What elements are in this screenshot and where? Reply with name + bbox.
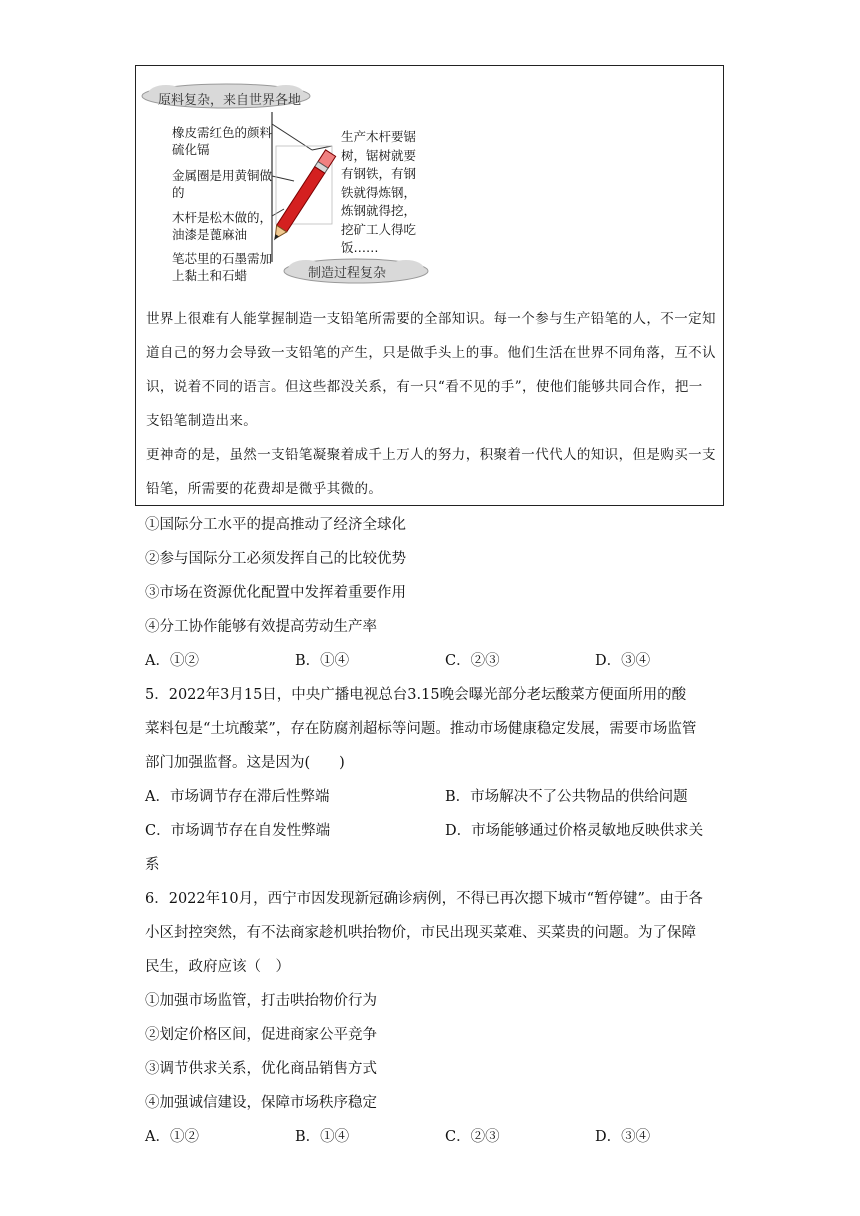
q4-option-c[interactable]: C．②③ [445, 653, 500, 669]
cloud-label-top: 原料复杂，来自世界各地 [158, 93, 302, 108]
q6-stem-line-2: 小区封控突然，有不法商家趁机哄抬物价，市民出现买菜难、买菜贵的问题。为了保障 [145, 925, 696, 941]
q6-stem-line-3: 民生，政府应该（ ） [145, 959, 290, 975]
annotation-production: 生产木杆要锯树，锯树就要有钢铁，有钢铁就得炼钢，炼钢就得挖，挖矿工人得吃饭…… [341, 129, 417, 255]
q6-stem-line-1: 6．2022年10月，西宁市因发现新冠确诊病例，不得已再次摁下城市“暂停键”。由于各 [145, 891, 703, 907]
cloud-label-bottom: 制造过程复杂 [308, 266, 387, 281]
q4-option-b[interactable]: B．①④ [295, 653, 350, 669]
annotation-eraser: 橡皮需红色的颜料硫化镉 [172, 125, 273, 157]
q5-option-d[interactable]: D．市场能够通过价格灵敏地反映供求关 [445, 823, 704, 839]
q5-stem-line-1: 5．2022年3月15日，中央广播电视总台3.15晚会曝光部分老坛酸菜方便面所用的酸 [145, 687, 687, 703]
q6-statement-1: ①加强市场监管，打击哄抬物价行为 [145, 993, 377, 1009]
annotation-graphite: 笔芯里的石墨需加上黏土和石蜡 [172, 251, 273, 283]
q4-statement-3: ③市场在资源优化配置中发挥着重要作用 [145, 585, 406, 601]
q5-stem-line-2: 菜料包是“土坑酸菜”，存在防腐剂超标等问题。推动市场健康稳定发展，需要市场监管 [145, 721, 697, 737]
q4-statement-4: ④分工协作能够有效提高劳动生产率 [145, 619, 377, 635]
q6-option-d[interactable]: D．③④ [595, 1129, 651, 1145]
q4-option-a[interactable]: A．①② [145, 653, 199, 669]
annotation-ferrule: 金属圈是用黄铜做的 [172, 168, 273, 200]
q6-option-b[interactable]: B．①④ [295, 1129, 350, 1145]
q5-option-a[interactable]: A．市场调节存在滞后性弊端 [145, 789, 330, 805]
material-passage [146, 302, 716, 506]
q6-statement-3: ③调节供求关系，优化商品销售方式 [145, 1061, 377, 1077]
annotation-wood: 木杆是松木做的，油漆是蓖麻油 [172, 210, 273, 242]
q5-option-d-wrap: 系 [145, 857, 160, 873]
q4-statement-2: ②参与国际分工必须发挥自己的比较优势 [145, 551, 406, 567]
pencil-icon [269, 150, 336, 244]
passage-paragraph-2: 更神奇的是，虽然一支铅笔凝聚着成千上万人的努力，积聚着一代代人的知识，但是购买一支铅笔，所需要的花费却是微乎其微的。 [146, 447, 716, 497]
q6-option-c[interactable]: C．②③ [445, 1129, 500, 1145]
q4-option-d[interactable]: D．③④ [595, 653, 651, 669]
q6-option-a[interactable]: A．①② [145, 1129, 199, 1145]
q5-option-c[interactable]: C．市场调节存在自发性弊端 [145, 823, 331, 839]
pencil-figure [136, 66, 725, 296]
q5-stem-line-3: 部门加强监督。这是因为( ) [145, 755, 345, 771]
q6-statement-2: ②划定价格区间，促进商家公平竞争 [145, 1027, 377, 1043]
q4-statement-1: ①国际分工水平的提高推动了经济全球化 [145, 517, 406, 533]
passage-paragraph-1: 世界上很难有人能掌握制造一支铅笔所需要的全部知识。每一个参与生产铅笔的人，不一定知道自己的努力会导致一支铅笔的产生，只是做手头上的事。他们生活在世界不同角落，互不认识，说着不同的语言。但这些都没关系，有一只“看不见的手”，使他们能够共同合作，把一支铅笔制造出来。 [146, 311, 716, 429]
q5-option-b[interactable]: B．市场解决不了公共物品的供给问题 [445, 789, 688, 805]
material-box [135, 65, 724, 506]
q6-statement-4: ④加强诚信建设，保障市场秩序稳定 [145, 1095, 377, 1111]
